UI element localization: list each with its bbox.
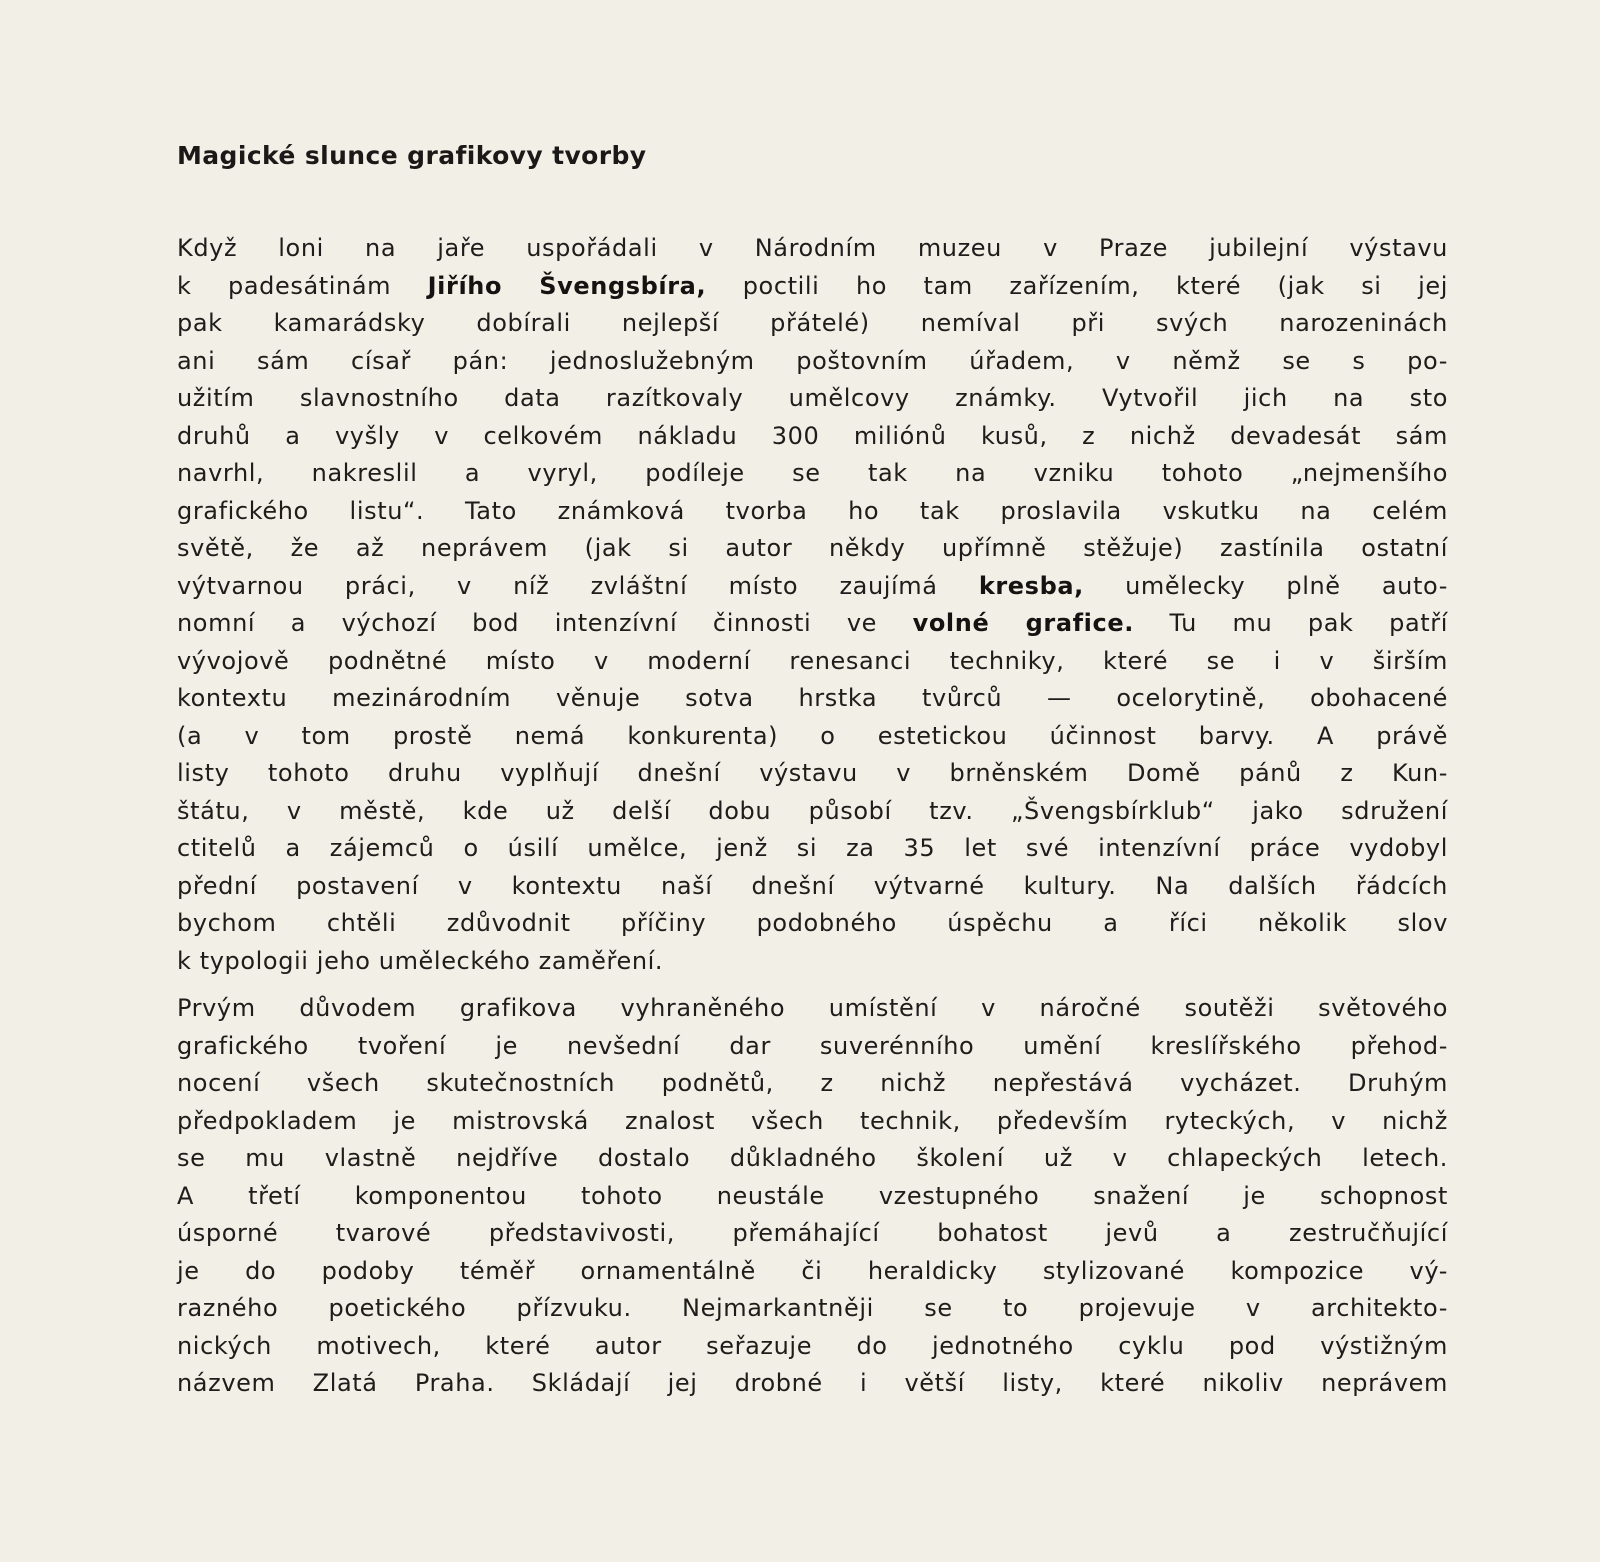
- text-line: nických motivech, které autor seřazuje do jednotného cyklu pod výstižným: [177, 1331, 1448, 1360]
- text-line: kontextu mezinárodním věnuje sotva hrstka tvůrců — ocelorytině, obohacené: [177, 684, 1448, 712]
- text-line: výtvarnou práci, v níž zvláštní místo zaujímá kresba, umělecky plně auto-: [177, 571, 1448, 600]
- text-line: druhů a vyšly v celkovém nákladu 300 miliónů kusů, z nichž devadesát sám: [177, 421, 1448, 450]
- text-line: ctitelů a zájemců o úsilí umělce, jenž si za 35 let své intenzívní práce vydobyl: [177, 834, 1448, 862]
- volne-grafice-bold: volné grafice.: [912, 609, 1134, 637]
- paragraph-2: [177, 990, 1448, 1403]
- text-line: A třetí komponentou tohoto neustále vzestupného snažení je schopnost: [177, 1181, 1448, 1210]
- text-line: bychom chtěli zdůvodnit příčiny podobného úspěchu a říci několik slov: [177, 909, 1448, 937]
- text-line: grafického tvoření je nevšední dar suverénního umění kreslířského přehod-: [177, 1031, 1448, 1060]
- text-line: Prvým důvodem grafikova vyhraněného umístění v náročné soutěži světového: [177, 994, 1448, 1022]
- article-title: Magické slunce grafikovy tvorby: [177, 141, 647, 170]
- text-line: (a v tom prostě nemá konkurenta) o estetickou účinnost barvy. A právě: [177, 721, 1448, 750]
- text-line: vývojově podnětné místo v moderní renesanci techniky, které se i v širším: [177, 646, 1448, 675]
- text-line: předpokladem je mistrovská znalost všech technik, především ryteckých, v nichž: [177, 1106, 1448, 1135]
- text-line: světě, že až neprávem (jak si autor někdy upřímně stěžuje) zastínila ostatní: [177, 534, 1448, 562]
- text-line: štátu, v městě, kde už delší dobu působí tzv. „Švengsbírklub“ jako sdružení: [177, 796, 1448, 825]
- text-line: navrhl, nakreslil a vyryl, podíleje se tak na vzniku tohoto „nejmenšího: [177, 459, 1448, 487]
- text-line: názvem Zlatá Praha. Skládají jej drobné i větší listy, které nikoliv neprávem: [177, 1369, 1448, 1397]
- text-line: úsporné tvarové představivosti, přemáhající bohatost jevů a zestručňující: [177, 1219, 1448, 1247]
- text-line: pak kamarádsky dobírali nejlepší přátelé) nemíval při svých narozeninách: [177, 309, 1448, 337]
- text-line: k typologii jeho uměleckého zaměření.: [177, 946, 664, 975]
- artist-name-bold: Jiřího Švengsbíra,: [427, 271, 707, 300]
- kresba-bold: kresba,: [978, 571, 1084, 600]
- text-line: grafického listu“. Tato známková tvorba ho tak proslavila vskutku na celém: [177, 496, 1448, 525]
- text-line: k padesátinám Jiřího Švengsbíra, poctili ho tam zařízením, které (jak si jej: [177, 271, 1448, 300]
- text-line: užitím slavnostního data razítkovaly umělcovy známky. Vytvořil jich na sto: [177, 384, 1448, 412]
- text-line: ani sám císař pán: jednoslužebným poštovním úřadem, v němž se s po-: [177, 346, 1448, 375]
- text-line: nomní a výchozí bod intenzívní činnosti ve volné grafice. Tu mu pak patří: [177, 609, 1449, 637]
- text-line: nocení všech skutečnostních podnětů, z nichž nepřestává vycházet. Druhým: [177, 1069, 1448, 1097]
- text-line: přední postavení v kontextu naší dnešní výtvarné kultury. Na dalších řádcích: [177, 871, 1448, 900]
- text-line: razného poetického přízvuku. Nejmarkantněji se to projevuje v architekto-: [177, 1294, 1448, 1322]
- text-line: Když loni na jaře uspořádali v Národním muzeu v Praze jubilejní výstavu: [177, 234, 1448, 262]
- text-line: se mu vlastně nejdříve dostalo důkladného školení už v chlapeckých letech.: [177, 1144, 1448, 1172]
- text-line: listy tohoto druhu vyplňují dnešní výstavu v brněnském Domě pánů z Kun-: [177, 759, 1448, 787]
- text-line: je do podoby téměř ornamentálně či heraldicky stylizované kompozice vý-: [177, 1256, 1448, 1285]
- paragraph-1: [177, 230, 1448, 980]
